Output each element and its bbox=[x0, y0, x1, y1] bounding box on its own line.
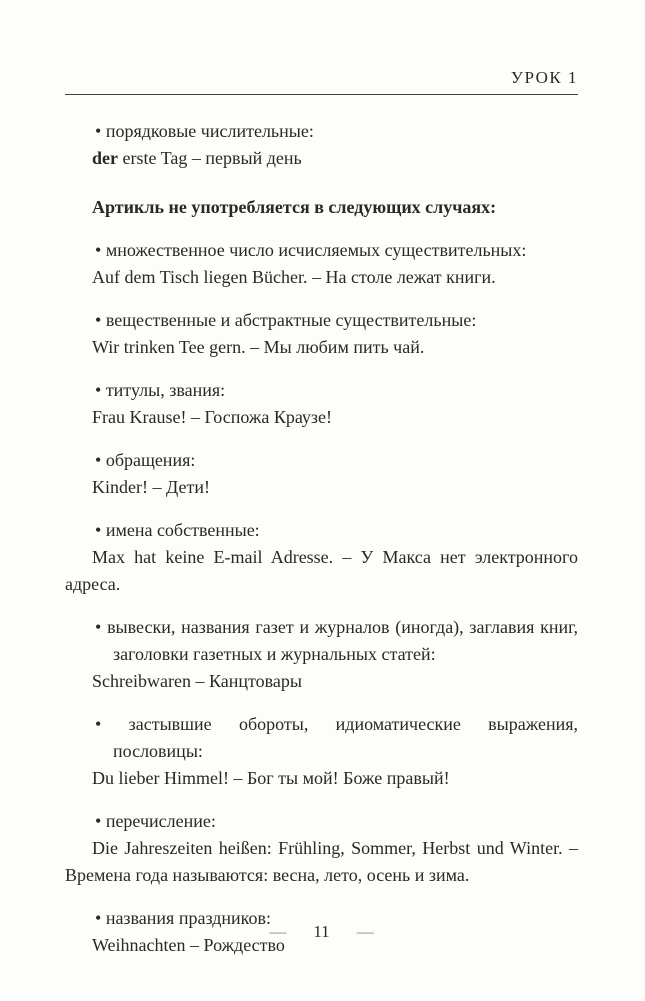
example-line bbox=[65, 668, 578, 695]
bullet-section bbox=[65, 377, 578, 431]
bullet-item bbox=[65, 377, 578, 404]
bullet-icon: • bbox=[95, 617, 108, 637]
bullet-label: перечисление: bbox=[105, 811, 216, 831]
bullet-label: вывески, названия газет и журналов (иногда), заглавия книг, заголовки газетных и журнальных статей: bbox=[107, 617, 578, 664]
example-line bbox=[65, 474, 578, 501]
bullet-label: названия праздников: bbox=[105, 908, 272, 928]
page-content bbox=[65, 96, 578, 959]
example-line bbox=[65, 264, 578, 291]
bullet-icon: • bbox=[95, 811, 106, 831]
bullet-section bbox=[65, 307, 578, 361]
bullet-icon: • bbox=[95, 121, 106, 141]
bullet-label: вещественные и абстрактные существительные: bbox=[105, 310, 477, 330]
bullet-label: множественное число исчисляемых существительных: bbox=[105, 240, 527, 260]
bold-run: der bbox=[92, 148, 118, 168]
bullet-item bbox=[65, 118, 578, 145]
bullet-icon: • bbox=[95, 714, 129, 734]
bullet-section bbox=[65, 447, 578, 501]
bullet-icon: • bbox=[95, 380, 106, 400]
header-rule bbox=[65, 94, 578, 95]
example-line bbox=[65, 544, 578, 598]
bullet-label: титулы, звания: bbox=[105, 380, 226, 400]
text-run: Die Jahreszeiten heißen: Frühling, Sommer, Herbst und Winter. – Времена года называются: весна, лето, осень и зима. bbox=[65, 838, 578, 885]
text-run: Du lieber Himmel! – Бог ты мой! Боже правый! bbox=[92, 768, 450, 788]
example-line bbox=[65, 765, 578, 792]
bullet-section bbox=[65, 808, 578, 889]
bullet-item bbox=[65, 447, 578, 474]
text-run: Frau Krause! – Госпожа Краузе! bbox=[92, 407, 333, 427]
page-number: 11 bbox=[313, 922, 330, 941]
page-footer bbox=[65, 920, 578, 944]
text-run: Auf dem Tisch liegen Bücher. – На столе лежат книги. bbox=[92, 267, 496, 287]
footer-dash-left: — bbox=[269, 922, 287, 941]
bullet-section bbox=[65, 237, 578, 291]
bullet-icon: • bbox=[95, 450, 106, 470]
text-run: erste Tag – первый день bbox=[118, 148, 302, 168]
bullet-icon: • bbox=[95, 310, 106, 330]
bullet-icon: • bbox=[95, 908, 106, 928]
example-line bbox=[65, 334, 578, 361]
bullet-section bbox=[65, 118, 578, 172]
page-header bbox=[65, 0, 578, 95]
bullet-icon: • bbox=[95, 240, 106, 260]
bullet-label: имена собственные: bbox=[105, 520, 260, 540]
bullet-section bbox=[65, 614, 578, 695]
lesson-header-label: УРОК 1 bbox=[510, 68, 578, 87]
text-run: Schreibwaren – Канцтовары bbox=[92, 671, 302, 691]
text-run: Weihnachten – Рождество bbox=[92, 935, 285, 955]
bullet-item bbox=[65, 808, 578, 835]
bullet-section bbox=[65, 517, 578, 598]
text-run: Max hat keine E-mail Adresse. – У Макса нет электронного адреса. bbox=[65, 547, 578, 594]
bullet-label: обращения: bbox=[105, 450, 196, 470]
section-heading: Артикль не употребляется в следующих случаях: bbox=[92, 197, 497, 217]
bullet-item bbox=[65, 307, 578, 334]
text-run: Kinder! – Дети! bbox=[92, 477, 210, 497]
example-line bbox=[65, 145, 578, 172]
bullet-section bbox=[65, 711, 578, 792]
bullet-item bbox=[65, 517, 578, 544]
bullet-label: застывшие обороты, идиоматические выражения, пословицы: bbox=[113, 714, 578, 761]
footer-dash-right: — bbox=[356, 922, 374, 941]
bullet-item bbox=[65, 237, 578, 264]
bullet-item bbox=[65, 614, 578, 668]
bullet-label: порядковые числительные: bbox=[105, 121, 314, 141]
example-line bbox=[65, 404, 578, 431]
bullet-item bbox=[65, 711, 578, 765]
text-run: Wir trinken Tee gern. – Мы любим пить чай. bbox=[92, 337, 425, 357]
bullet-icon: • bbox=[95, 520, 106, 540]
example-line bbox=[65, 835, 578, 889]
